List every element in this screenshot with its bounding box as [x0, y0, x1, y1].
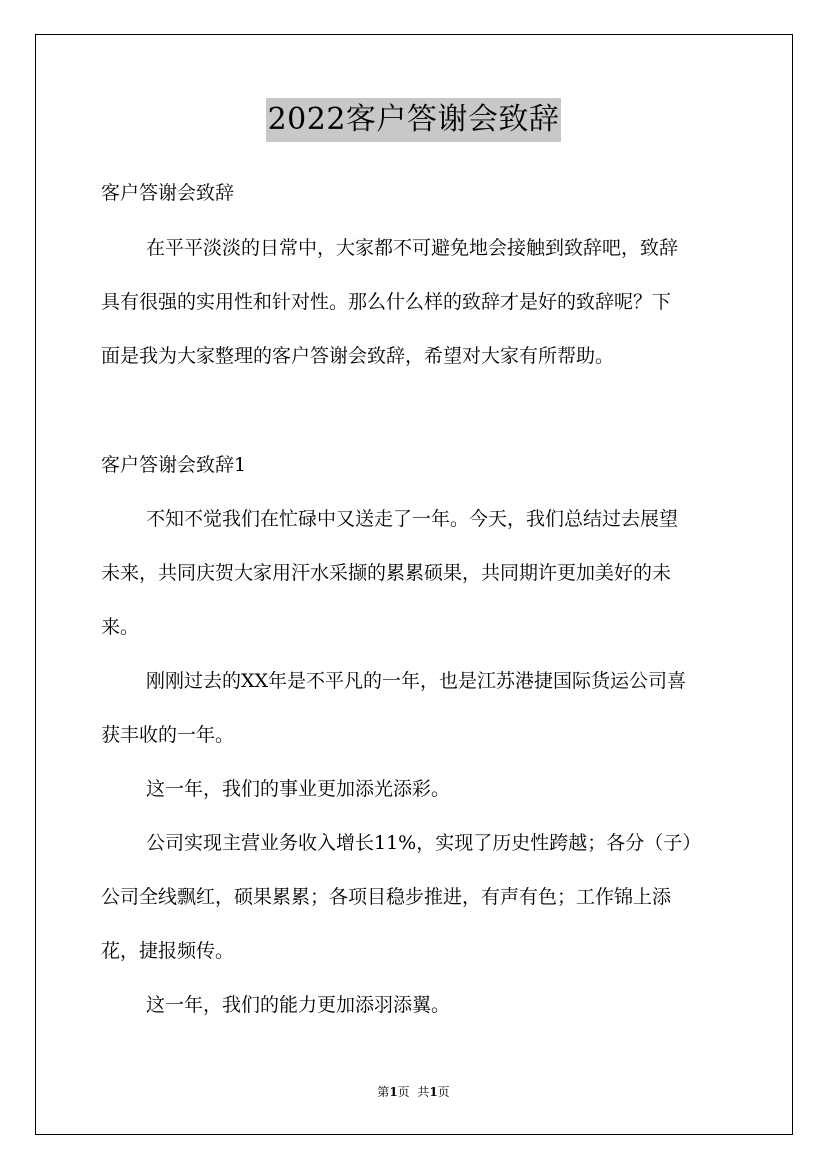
paragraph-line: 面是我为大家整理的客户答谢会致辞，希望对大家有所帮助。	[101, 345, 615, 367]
paragraph-line: 在平平淡淡的日常中，大家都不可避免地会接触到致辞吧，致辞	[146, 237, 679, 259]
section-heading: 客户答谢会致辞	[101, 182, 235, 204]
title-container	[0, 98, 827, 142]
paragraph-line: 不知不觉我们在忙碌中又送走了一年。今天，我们总结过去展望	[146, 508, 679, 530]
document-title: 2022客户答谢会致辞	[266, 98, 562, 142]
footer-suffix: 页	[437, 1085, 450, 1099]
footer-mid: 页 共	[397, 1085, 430, 1099]
paragraph-line: 这一年，我们的事业更加添光添彩。	[146, 778, 451, 800]
page-footer	[0, 1084, 827, 1100]
paragraph-line: 这一年，我们的能力更加添羽添翼。	[146, 994, 451, 1016]
paragraph-line: 公司实现主营业务收入增长11%，实现了历史性跨越；各分（子）	[146, 832, 702, 854]
footer-total-pages: 1	[429, 1085, 438, 1099]
paragraph-line: 获丰收的一年。	[101, 724, 235, 746]
paragraph-line: 来。	[101, 616, 140, 638]
paragraph-line: 刚刚过去的XX年是不平凡的一年，也是江苏港捷国际货运公司喜	[146, 670, 687, 692]
paragraph-line: 花，捷报频传。	[101, 940, 235, 962]
footer-prefix: 第	[377, 1085, 390, 1099]
section-heading: 客户答谢会致辞1	[101, 454, 247, 476]
footer-page-number: 1	[389, 1085, 398, 1099]
paragraph-line: 公司全线飘红，硕果累累；各项目稳步推进，有声有色；工作锦上添	[101, 886, 672, 908]
paragraph-line: 具有很强的实用性和针对性。那么什么样的致辞才是好的致辞呢？下	[101, 291, 672, 313]
paragraph-line: 未来，共同庆贺大家用汗水采撷的累累硕果，共同期许更加美好的未	[101, 562, 672, 584]
